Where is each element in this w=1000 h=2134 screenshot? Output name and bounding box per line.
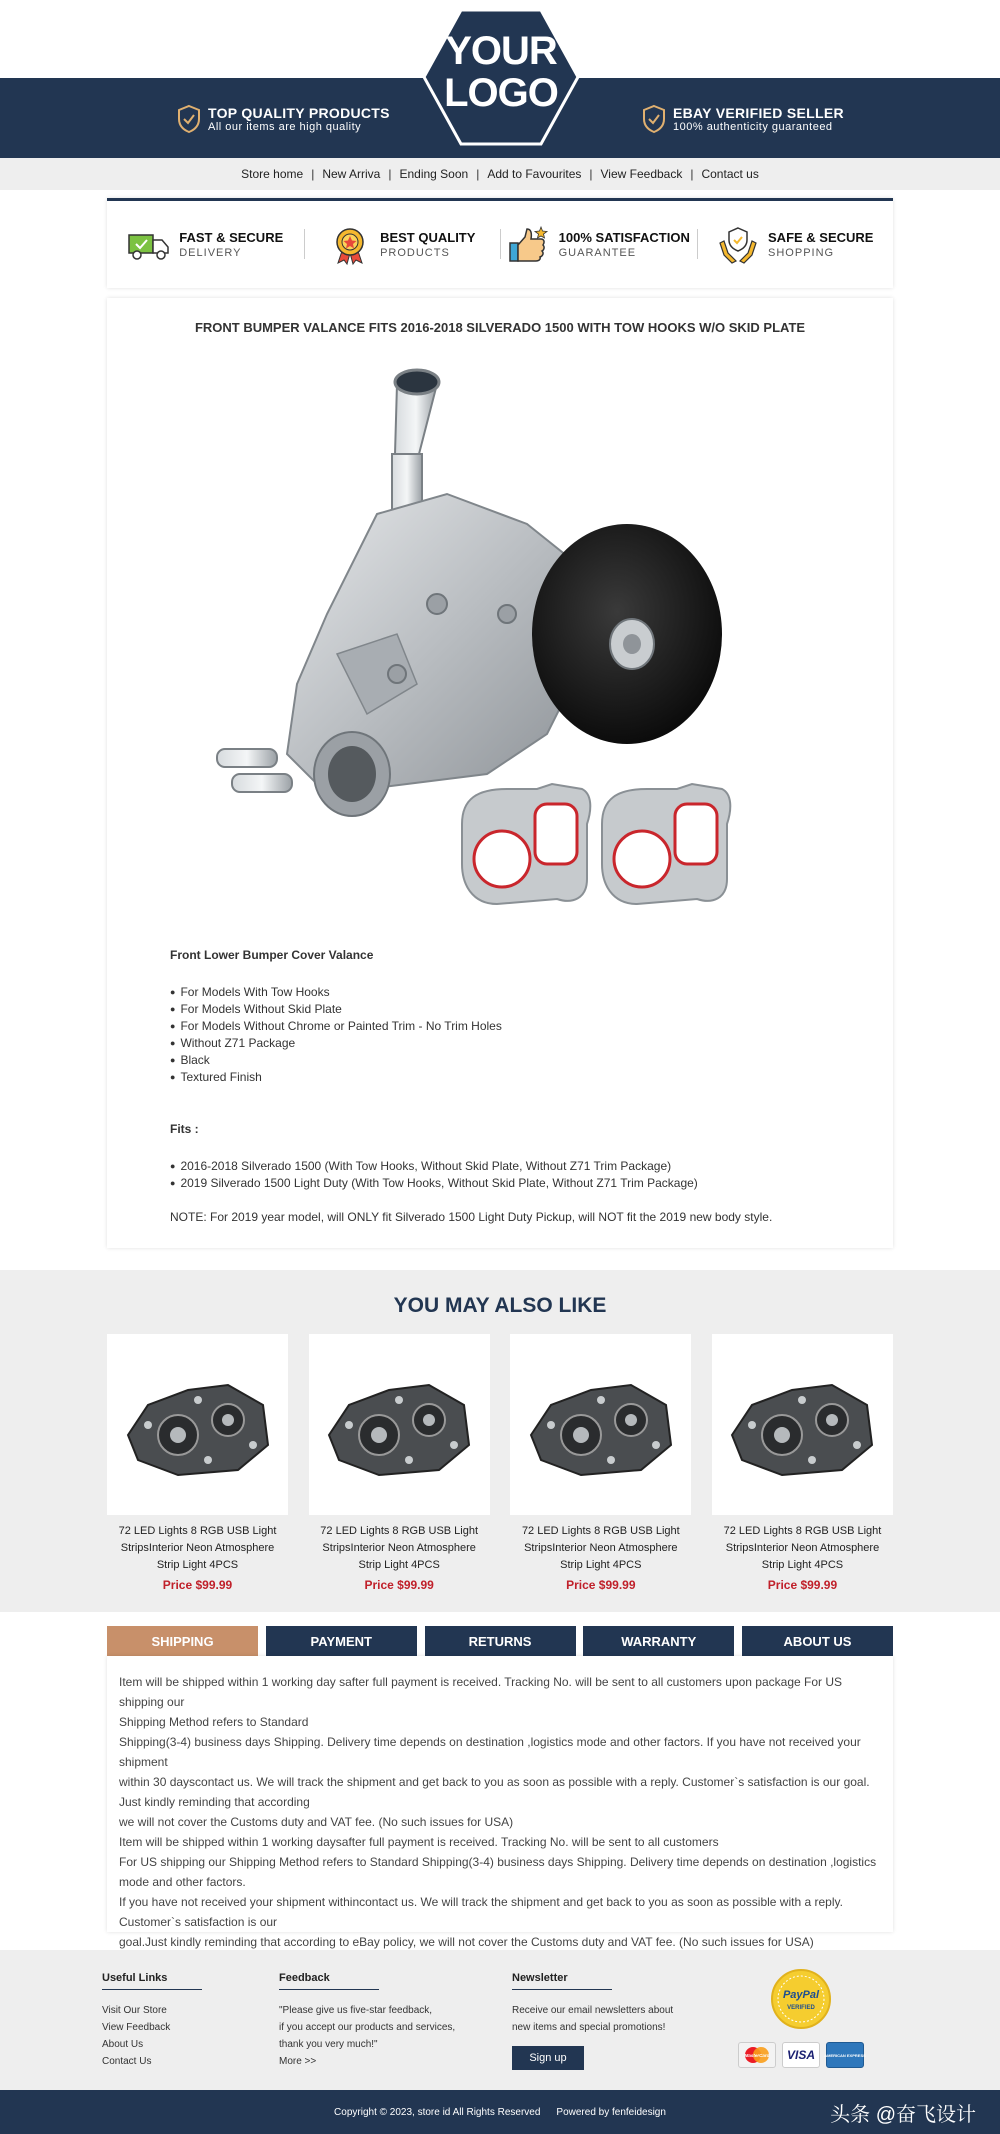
- header: [0, 0, 1000, 158]
- thumbs-up-icon: [507, 225, 551, 265]
- engine-part-image: [521, 1365, 681, 1485]
- shipping-text-line: Shipping Method refers to Standard: [119, 1715, 309, 1729]
- product-name-line: Strip Light 4PCS: [156, 1559, 239, 1571]
- list-item: ● Textured Finish: [170, 1069, 850, 1086]
- product-name-line: StripsInterior Neon Atmosphere: [322, 1542, 476, 1554]
- engine-part-image: [118, 1365, 278, 1485]
- engine-part-image: [319, 1365, 479, 1485]
- fits-heading: Fits :: [170, 1122, 199, 1136]
- shield-check-icon: [176, 104, 202, 134]
- product-name-line: StripsInterior Neon Atmosphere: [524, 1542, 678, 1554]
- shipping-text-line: Just kindly reminding that according: [119, 1795, 310, 1809]
- badge-subtitle: 100% authenticity guaranteed: [673, 120, 833, 133]
- product-title: FRONT BUMPER VALANCE FITS 2016-2018 SILVERADO 1500 WITH TOW HOOKS W/O SKID PLATE: [194, 320, 806, 335]
- footer: [0, 1950, 1000, 2090]
- badge-title: TOP QUALITY PRODUCTS: [208, 104, 390, 121]
- product-tile[interactable]: [309, 1334, 490, 1592]
- useful-links: [102, 1972, 202, 2070]
- feature-subtitle: SHOPPING: [768, 247, 835, 259]
- shipping-text-line: If you have not received your shipment withincontact us. We will track the shipment and get back to you as soon as possible with a reply.: [119, 1895, 843, 1909]
- verified-seller-badge: [641, 104, 844, 134]
- tab-warranty[interactable]: WARRANTY: [583, 1626, 734, 1656]
- badge-title: EBAY VERIFIED SELLER: [673, 104, 844, 121]
- nav-separator: |: [311, 167, 315, 181]
- badge-subtitle: All our items are high quality: [208, 120, 362, 133]
- footer-link-about-us[interactable]: About Us: [102, 2039, 144, 2050]
- amex-label: AMERICAN EXPRESS: [824, 2053, 866, 2058]
- product-name-line: 72 LED Lights 8 RGB USB Light: [118, 1525, 277, 1537]
- list-item: ● Without Z71 Package: [170, 1035, 850, 1052]
- paypal-text: PayPal: [782, 1989, 820, 2001]
- tab-panel-shipping: [107, 1656, 893, 1949]
- features-bar: [107, 198, 893, 288]
- nav-ending-soon[interactable]: Ending Soon: [399, 167, 469, 181]
- shipping-text-line: within 30 dayscontact us. We will track the shipment and get back to you as soon as possible with a reply. Customer`s satisfaction is our goal.: [119, 1775, 870, 1789]
- feature-subtitle: PRODUCTS: [380, 247, 450, 259]
- product-name-line: 72 LED Lights 8 RGB USB Light: [320, 1525, 479, 1537]
- also-like-section: [0, 1270, 1000, 1612]
- product-thumbnail[interactable]: [510, 1334, 691, 1515]
- watermark: 头条 @奋飞设计: [830, 2103, 976, 2126]
- nav-separator: |: [589, 167, 593, 181]
- nav-view-feedback[interactable]: View Feedback: [600, 167, 683, 181]
- feature-subtitle: GUARANTEE: [558, 247, 637, 259]
- feedback-heading: Feedback: [279, 1972, 379, 1990]
- also-like-grid: [107, 1334, 893, 1592]
- tab-about-us[interactable]: ABOUT US: [742, 1626, 893, 1656]
- product-name[interactable]: [712, 1523, 893, 1574]
- product-tile[interactable]: [107, 1334, 288, 1592]
- product-name-line: StripsInterior Neon Atmosphere: [120, 1542, 275, 1554]
- footer-link-contact-us[interactable]: Contact Us: [102, 2056, 152, 2067]
- newsletter-heading: Newsletter: [512, 1972, 612, 1990]
- shipping-text-line: Item will be shipped within 1 working day safter full payment is received. Tracking No. will be sent to all customers upon package For US shipping our: [119, 1675, 842, 1709]
- product-name[interactable]: [107, 1523, 288, 1574]
- product-description: [170, 948, 850, 1224]
- feedback-text: if you accept our products and services,: [279, 2022, 456, 2033]
- feature-quality: [304, 225, 501, 265]
- shipping-text-line: For US shipping our Shipping Method refers to Standard Shipping(3-4) business days Shipping. Delivery time depends on destination ,logistics: [119, 1855, 877, 1869]
- newsletter-column: [512, 1972, 673, 2070]
- product-thumbnail[interactable]: [712, 1334, 893, 1515]
- newsletter-text: new items and special promotions!: [512, 2022, 666, 2033]
- paypal-verified-seal: [770, 1968, 832, 2030]
- product-thumbnail[interactable]: [107, 1334, 288, 1515]
- fitment-note: NOTE: For 2019 year model, will ONLY fit Silverado 1500 Light Duty Pickup, will NOT fit the 2019 new body style.: [170, 1210, 773, 1224]
- nav-new-arrival[interactable]: New Arriva: [322, 167, 381, 181]
- feature-subtitle: DELIVERY: [179, 247, 242, 259]
- footer-link-visit-store[interactable]: Visit Our Store: [102, 2005, 167, 2016]
- nav-store-home[interactable]: Store home: [241, 167, 304, 181]
- feedback-more-link[interactable]: More >>: [279, 2056, 317, 2067]
- product-price: Price $99.99: [364, 1578, 434, 1592]
- shield-hand-icon: [716, 225, 760, 265]
- nav-separator: |: [388, 167, 392, 181]
- mastercard-label: MasterCard: [744, 2053, 770, 2058]
- product-tile[interactable]: [712, 1334, 893, 1592]
- product-tile[interactable]: [510, 1334, 691, 1592]
- feature-list: [170, 984, 850, 1086]
- feature-title: BEST QUALITY: [380, 230, 476, 245]
- product-name-line: Strip Light 4PCS: [761, 1559, 844, 1571]
- logo-line1: YOUR: [445, 29, 557, 73]
- store-nav: [0, 158, 1000, 190]
- medal-icon: [328, 225, 372, 265]
- product-name-line: Strip Light 4PCS: [560, 1559, 642, 1571]
- list-item: ● 2019 Silverado 1500 Light Duty (With Tow Hooks, Without Skid Plate, Without Z71 Trim Package): [170, 1175, 850, 1192]
- visa-icon: VISA: [782, 2042, 820, 2068]
- info-tabs: [107, 1626, 893, 1656]
- description-heading: Front Lower Bumper Cover Valance: [170, 948, 374, 962]
- product-name-line: StripsInterior Neon Atmosphere: [725, 1542, 880, 1554]
- shield-check-icon: [641, 104, 667, 134]
- product-price: Price $99.99: [162, 1578, 233, 1592]
- list-item: ● Black: [170, 1052, 850, 1069]
- top-quality-badge: [176, 104, 390, 134]
- logo-line2: LOGO: [444, 71, 558, 115]
- shipping-text-line: we will not cover the Customs duty and VAT fee. (No such issues for USA): [119, 1815, 514, 1829]
- product-price: Price $99.99: [767, 1578, 838, 1592]
- truck-icon: [127, 225, 171, 265]
- feature-delivery: [107, 225, 304, 265]
- mastercard-icon: [738, 2042, 776, 2068]
- logo[interactable]: [422, 30, 580, 114]
- shipping-text-line: Shipping(3-4) business days Shipping. Delivery time depends on destination ,logistics mode and other factors. If you have not received your shipment: [119, 1735, 861, 1769]
- feature-secure: [697, 225, 894, 265]
- tab-payment[interactable]: PAYMENT: [266, 1626, 417, 1656]
- product-name-line: Strip Light 4PCS: [358, 1559, 440, 1571]
- footer-link-view-feedback[interactable]: View Feedback: [102, 2022, 171, 2033]
- nav-contact-us[interactable]: Contact us: [701, 167, 759, 181]
- feature-title: FAST & SECURE: [179, 230, 284, 245]
- product-price: Price $99.99: [566, 1578, 636, 1592]
- payment-cards: [738, 2042, 864, 2068]
- feedback-text: thank you very much!": [279, 2039, 378, 2050]
- water-pump-image: [187, 354, 787, 914]
- product-name-line: 72 LED Lights 8 RGB USB Light: [723, 1525, 882, 1537]
- tab-returns[interactable]: RETURNS: [425, 1626, 576, 1656]
- fits-list: [170, 1158, 850, 1192]
- product-name[interactable]: [510, 1523, 691, 1574]
- tab-shipping[interactable]: SHIPPING: [107, 1626, 258, 1656]
- product-thumbnail[interactable]: [309, 1334, 490, 1515]
- list-item: ● For Models With Tow Hooks: [170, 984, 850, 1001]
- product-name[interactable]: [309, 1523, 490, 1574]
- signup-button[interactable]: Sign up: [512, 2046, 584, 2070]
- feature-title: SAFE & SECURE: [768, 230, 874, 245]
- nav-separator: |: [690, 167, 694, 181]
- amex-icon: [826, 2042, 864, 2068]
- product-name-line: 72 LED Lights 8 RGB USB Light: [521, 1525, 680, 1537]
- list-item: ● 2016-2018 Silverado 1500 (With Tow Hooks, Without Skid Plate, Without Z71 Trim Package): [170, 1158, 850, 1175]
- newsletter-text: Receive our email newsletters about: [512, 2005, 674, 2016]
- useful-links-heading: Useful Links: [102, 1972, 202, 1990]
- shipping-text-line: mode and other factors.: [119, 1875, 246, 1889]
- verified-text: VERIFIED: [787, 2005, 815, 2011]
- feature-satisfaction: [500, 225, 697, 265]
- copyright-text: Copyright © 2023, store id All Rights Reserved: [334, 2106, 541, 2118]
- feature-title: 100% SATISFACTION: [558, 230, 690, 245]
- list-item: ● For Models Without Chrome or Painted Trim - No Trim Holes: [170, 1018, 850, 1035]
- nav-separator: |: [476, 167, 480, 181]
- powered-by-text: Powered by fenfeidesign: [556, 2106, 666, 2118]
- feedback-text: "Please give us five-star feedback,: [279, 2005, 433, 2016]
- list-item: ● For Models Without Skid Plate: [170, 1001, 850, 1018]
- shipping-text-line: goal.Just kindly reminding that according to eBay policy, we will not cover the Customs duty and VAT fee. (No such issues for USA): [119, 1935, 814, 1949]
- shipping-text-line: Customer`s satisfaction is our: [119, 1915, 278, 1929]
- nav-add-favourites[interactable]: Add to Favourites: [487, 167, 582, 181]
- feedback-column: [279, 1972, 455, 2070]
- product-card: [107, 298, 893, 1248]
- also-like-heading: YOU MAY ALSO LIKE: [393, 1294, 607, 1317]
- engine-part-image: [722, 1365, 882, 1485]
- shipping-text-line: Item will be shipped within 1 working daysafter full payment is received. Tracking No. will be sent to all customers: [119, 1835, 719, 1849]
